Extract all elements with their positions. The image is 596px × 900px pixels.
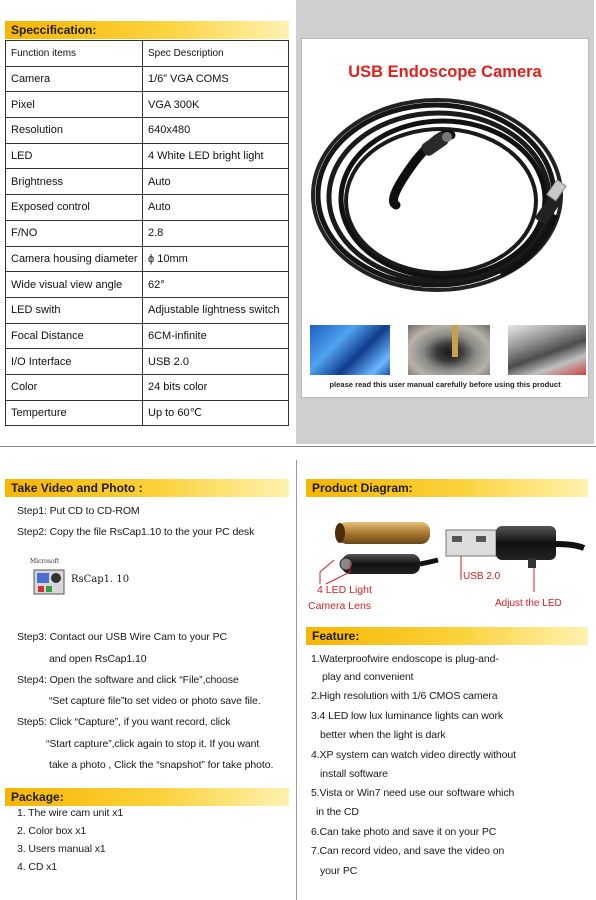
spec-row: [6, 297, 289, 323]
take-video-header: [5, 479, 289, 497]
diagram-title: Product Diagram:: [312, 481, 413, 495]
step2: Step2: Copy the file RsCap1.10 to the your PC desk: [17, 526, 255, 538]
feature-line: better when the light is dark: [320, 729, 446, 741]
spec-item-cell: I/O Interface: [6, 349, 143, 375]
spec-row: [6, 374, 289, 400]
package-title: Package:: [11, 790, 64, 804]
package-item: 1. The wire cam unit x1: [17, 807, 124, 819]
label-usb: USB 2.0: [463, 571, 501, 582]
spec-item-cell: LED swith: [6, 297, 143, 323]
package-header: [5, 788, 289, 806]
feature-line: 6.Can take photo and save it on your PC: [311, 826, 497, 838]
spec-desc-cell: Spec Description: [143, 41, 289, 67]
step5: Step5: Click “Capture”, if you want record, click: [17, 716, 231, 728]
feature-line: 1.Waterproofwire endoscope is plug-and-: [311, 653, 499, 665]
feature-line: in the CD: [316, 806, 359, 818]
feature-line: play and convenient: [322, 671, 414, 683]
label-lens: Camera Lens: [308, 600, 372, 612]
spec-row: [6, 143, 289, 169]
spec-desc-cell: 640x480: [143, 118, 289, 144]
label-led: 4 LED Light: [317, 584, 372, 596]
spec-header: [5, 21, 289, 39]
spec-item-cell: Exposed control: [6, 195, 143, 221]
spec-table: [5, 40, 289, 426]
thumbnail-engine: [508, 325, 586, 375]
camera-icon: [32, 566, 68, 600]
manual-notice: please read this user manual carefully before using this product: [329, 380, 561, 389]
spec-row: [6, 41, 289, 67]
feature-header: [306, 627, 588, 645]
step3: Step3: Contact our USB Wire Cam to your PC: [17, 631, 227, 643]
spec-item-cell: Camera housing diameter: [6, 246, 143, 272]
spec-item-cell: Pixel: [6, 92, 143, 118]
spec-item-cell: Color: [6, 374, 143, 400]
spec-desc-cell: 1/6” VGA COMS: [143, 66, 289, 92]
thumbnail-pipe: [408, 325, 490, 375]
step1: Step1: Put CD to CD-ROM: [17, 505, 140, 517]
feature-title: Feature:: [312, 629, 360, 643]
spec-row: [6, 246, 289, 272]
column-divider: [296, 460, 297, 900]
spec-item-cell: Focal Distance: [6, 323, 143, 349]
thumbnail-feathers: [310, 325, 390, 375]
spec-row: [6, 220, 289, 246]
step5-cont1: “Start capture”,click again to stop it. If you want: [46, 738, 260, 750]
spec-desc-cell: ϕ 10mm: [143, 246, 289, 272]
feature-line: install software: [320, 768, 388, 780]
spec-desc-cell: Up to 60℃: [143, 400, 289, 426]
spec-row: [6, 66, 289, 92]
spec-item-cell: LED: [6, 143, 143, 169]
rscap-icon-label: RsCap1. 10: [71, 574, 130, 585]
feature-line: your PC: [320, 865, 358, 877]
spec-row: [6, 272, 289, 298]
step4-cont: “Set capture file”to set video or photo save file.: [49, 695, 261, 707]
spec-row: [6, 169, 289, 195]
label-adjust: Adjust the LED: [495, 598, 562, 609]
spec-item-cell: Temperture: [6, 400, 143, 426]
spec-desc-cell: 62°: [143, 272, 289, 298]
spec-desc-cell: VGA 300K: [143, 92, 289, 118]
spec-item-cell: Brightness: [6, 169, 143, 195]
diagram-header: [306, 479, 588, 497]
spec-desc-cell: 24 bits color: [143, 374, 289, 400]
spec-desc-cell: Auto: [143, 169, 289, 195]
spec-item-cell: Camera: [6, 66, 143, 92]
spec-desc-cell: Auto: [143, 195, 289, 221]
spec-row: [6, 323, 289, 349]
step4: Step4: Open the software and click “File”,choose: [17, 674, 239, 686]
feature-line: 5.Vista or Win7 need use our software which: [311, 787, 515, 799]
spec-title: Speccification:: [11, 23, 97, 37]
spec-row: [6, 92, 289, 118]
spec-item-cell: Function items: [6, 41, 143, 67]
package-item: 4. CD x1: [17, 861, 58, 873]
feature-line: 3.4 LED low lux luminance lights can work: [311, 710, 503, 722]
section-divider: [0, 446, 596, 447]
spec-desc-cell: 4 White LED bright light: [143, 143, 289, 169]
spec-desc-cell: 6CM-infinite: [143, 323, 289, 349]
spec-desc-cell: USB 2.0: [143, 349, 289, 375]
icon-brand-text: Microsoft: [30, 558, 60, 565]
spec-row: [6, 400, 289, 426]
step5-cont2: take a photo , Click the “snapshot” for take photo.: [49, 759, 274, 771]
spec-row: [6, 195, 289, 221]
feature-line: 2.High resolution with 1/6 CMOS camera: [311, 690, 498, 702]
feature-line: 4.XP system can watch video directly without: [311, 749, 516, 761]
spec-desc-cell: Adjustable lightness switch: [143, 297, 289, 323]
product-title: USB Endoscope Camera: [348, 63, 542, 81]
package-item: 3. Users manual x1: [17, 843, 106, 855]
spec-item-cell: F/NO: [6, 220, 143, 246]
take-video-title: Take Video and Photo :: [11, 481, 143, 495]
step3-cont: and open RsCap1.10: [49, 653, 147, 665]
spec-item-cell: Resolution: [6, 118, 143, 144]
rscap-app-icon[interactable]: [30, 558, 70, 602]
feature-line: 7.Can record video, and save the video on: [311, 845, 505, 857]
endoscope-cable-image: [301, 85, 589, 315]
spec-row: [6, 349, 289, 375]
spec-desc-cell: 2.8: [143, 220, 289, 246]
spec-item-cell: Wide visual view angle: [6, 272, 143, 298]
package-item: 2. Color box x1: [17, 825, 87, 837]
spec-row: [6, 118, 289, 144]
